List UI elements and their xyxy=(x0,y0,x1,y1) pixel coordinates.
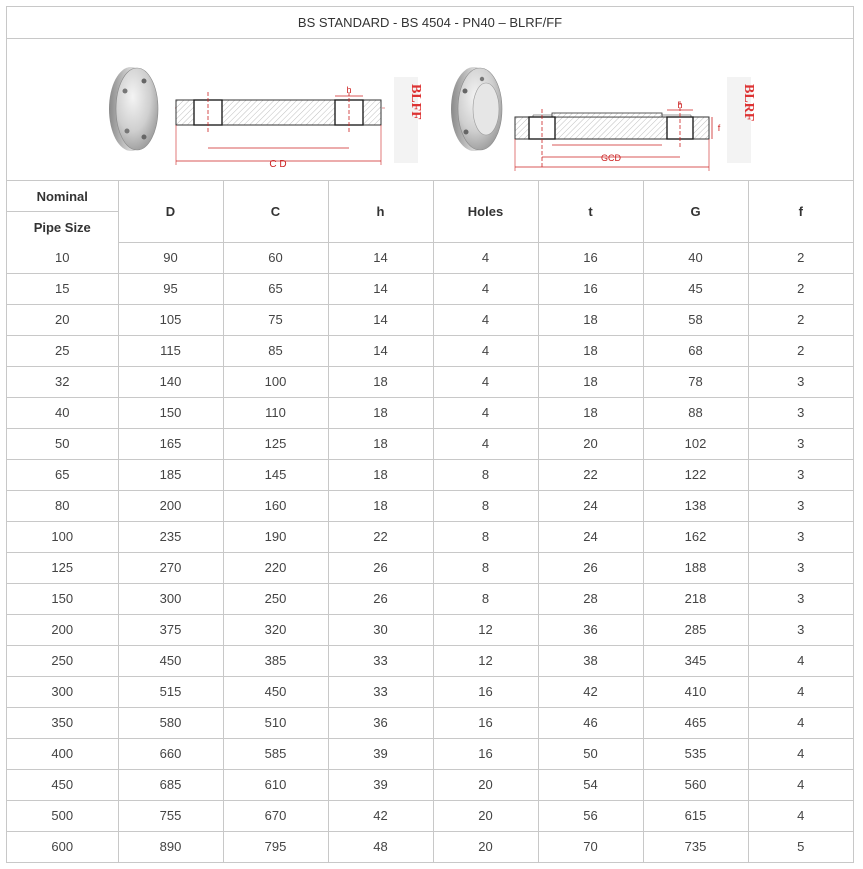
table-cell: 300 xyxy=(118,583,223,614)
blff-cd-label: C D xyxy=(269,159,287,170)
table-cell: 3 xyxy=(748,490,853,521)
table-cell: 4 xyxy=(433,397,538,428)
table-cell: 65 xyxy=(223,273,328,304)
table-cell: 410 xyxy=(643,676,748,707)
header-f: f xyxy=(748,181,853,242)
table-cell: 4 xyxy=(433,366,538,397)
table-cell: 2 xyxy=(748,304,853,335)
table-cell: 18 xyxy=(328,428,433,459)
table-cell: 28 xyxy=(538,583,643,614)
table-cell: 90 xyxy=(118,242,223,273)
table-cell: 385 xyxy=(223,645,328,676)
table-cell: 42 xyxy=(328,800,433,831)
table-cell: 188 xyxy=(643,552,748,583)
header-nominal-bottom: Pipe Size xyxy=(7,212,118,243)
table-cell: 30 xyxy=(328,614,433,645)
table-cell: 85 xyxy=(223,335,328,366)
table-cell: 20 xyxy=(433,769,538,800)
table-cell: 16 xyxy=(538,273,643,304)
table-cell: 515 xyxy=(118,676,223,707)
table-cell: 100 xyxy=(223,366,328,397)
table-cell: 50 xyxy=(538,738,643,769)
table-cell: 88 xyxy=(643,397,748,428)
table-row xyxy=(7,645,853,676)
table-row xyxy=(7,614,853,645)
table-cell: 54 xyxy=(538,769,643,800)
table-cell: 220 xyxy=(223,552,328,583)
blrf-photo xyxy=(451,67,502,151)
table-cell: 50 xyxy=(7,428,118,459)
table-row xyxy=(7,335,853,366)
table-cell: 465 xyxy=(643,707,748,738)
table-row xyxy=(7,366,853,397)
table-cell: 110 xyxy=(223,397,328,428)
table-cell: 48 xyxy=(328,831,433,862)
table-cell: 26 xyxy=(538,552,643,583)
table-cell: 670 xyxy=(223,800,328,831)
table-cell: 4 xyxy=(748,676,853,707)
table-cell: 160 xyxy=(223,490,328,521)
table-cell: 16 xyxy=(538,242,643,273)
table-cell: 8 xyxy=(433,459,538,490)
table-cell: 18 xyxy=(328,490,433,521)
table-cell: 3 xyxy=(748,397,853,428)
header-d: D xyxy=(118,181,223,242)
blff-label: BLFF xyxy=(408,84,423,120)
table-cell: 14 xyxy=(328,304,433,335)
table-cell: 600 xyxy=(7,831,118,862)
table-cell: 42 xyxy=(538,676,643,707)
blff-photo xyxy=(109,67,158,151)
table-row xyxy=(7,521,853,552)
table-title: BS STANDARD - BS 4504 - PN40 – BLRF/FF xyxy=(7,7,853,39)
table-cell: 350 xyxy=(7,707,118,738)
table-cell: 250 xyxy=(7,645,118,676)
table-cell: 18 xyxy=(538,304,643,335)
table-cell: 150 xyxy=(7,583,118,614)
table-cell: 3 xyxy=(748,614,853,645)
table-cell: 185 xyxy=(118,459,223,490)
table-cell: 270 xyxy=(118,552,223,583)
table-cell: 4 xyxy=(748,769,853,800)
table-cell: 2 xyxy=(748,273,853,304)
table-cell: 18 xyxy=(328,459,433,490)
table-cell: 755 xyxy=(118,800,223,831)
table-cell: 36 xyxy=(538,614,643,645)
table-cell: 235 xyxy=(118,521,223,552)
table-cell: 105 xyxy=(118,304,223,335)
blrf-label: BLRF xyxy=(741,84,756,122)
table-cell: 4 xyxy=(433,335,538,366)
table-cell: 510 xyxy=(223,707,328,738)
table-cell: 610 xyxy=(223,769,328,800)
blrf-f-label: f xyxy=(717,123,721,133)
table-cell: 580 xyxy=(118,707,223,738)
table-row xyxy=(7,831,853,862)
table-cell: 2 xyxy=(748,242,853,273)
table-cell: 24 xyxy=(538,490,643,521)
blrf-section xyxy=(515,77,756,171)
table-cell: 145 xyxy=(223,459,328,490)
table-body xyxy=(7,242,853,862)
table-cell: 5 xyxy=(748,831,853,862)
table-cell: 400 xyxy=(7,738,118,769)
blff-h-label: h xyxy=(346,85,352,95)
table-cell: 3 xyxy=(748,459,853,490)
table-cell: 125 xyxy=(223,428,328,459)
table-row xyxy=(7,397,853,428)
table-cell: 890 xyxy=(118,831,223,862)
table-cell: 68 xyxy=(643,335,748,366)
table-cell: 16 xyxy=(433,738,538,769)
table-cell: 4 xyxy=(433,428,538,459)
table-row xyxy=(7,242,853,273)
table-cell: 2 xyxy=(748,335,853,366)
table-cell: 4 xyxy=(748,738,853,769)
table-cell: 4 xyxy=(748,707,853,738)
table-cell: 14 xyxy=(328,273,433,304)
table-cell: 39 xyxy=(328,738,433,769)
table-cell: 100 xyxy=(7,521,118,552)
table-cell: 585 xyxy=(223,738,328,769)
table-cell: 560 xyxy=(643,769,748,800)
table-cell: 95 xyxy=(118,273,223,304)
table-cell: 685 xyxy=(118,769,223,800)
table-row xyxy=(7,428,853,459)
table-cell: 26 xyxy=(328,583,433,614)
table-cell: 18 xyxy=(328,366,433,397)
table-cell: 26 xyxy=(328,552,433,583)
table-cell: 500 xyxy=(7,800,118,831)
table-cell: 45 xyxy=(643,273,748,304)
table-cell: 40 xyxy=(643,242,748,273)
table-cell: 10 xyxy=(7,242,118,273)
table-cell: 20 xyxy=(433,800,538,831)
table-cell: 65 xyxy=(7,459,118,490)
table-cell: 320 xyxy=(223,614,328,645)
table-cell: 795 xyxy=(223,831,328,862)
table-cell: 535 xyxy=(643,738,748,769)
blrf-h-label: h xyxy=(677,100,683,110)
table-cell: 122 xyxy=(643,459,748,490)
table-cell: 285 xyxy=(643,614,748,645)
blrf-gcd-label: GCD xyxy=(601,153,621,163)
table-cell: 3 xyxy=(748,583,853,614)
header-nominal-top: Nominal xyxy=(7,181,118,212)
table-cell: 4 xyxy=(748,800,853,831)
table-cell: 190 xyxy=(223,521,328,552)
table-row xyxy=(7,459,853,490)
blff-section xyxy=(175,77,423,170)
table-cell: 38 xyxy=(538,645,643,676)
table-cell: 450 xyxy=(223,676,328,707)
table-cell: 16 xyxy=(433,707,538,738)
table-cell: 660 xyxy=(118,738,223,769)
flange-spec-table xyxy=(6,6,854,863)
table-cell: 450 xyxy=(7,769,118,800)
table-cell: 25 xyxy=(7,335,118,366)
table-cell: 115 xyxy=(118,335,223,366)
table-cell: 20 xyxy=(7,304,118,335)
header-h: h xyxy=(328,181,433,242)
table-row xyxy=(7,583,853,614)
table-cell: 150 xyxy=(118,397,223,428)
table-cell: 735 xyxy=(643,831,748,862)
table-cell: 32 xyxy=(7,366,118,397)
table-cell: 80 xyxy=(7,490,118,521)
table-cell: 15 xyxy=(7,273,118,304)
table-cell: 138 xyxy=(643,490,748,521)
table-cell: 36 xyxy=(328,707,433,738)
table-cell: 375 xyxy=(118,614,223,645)
table-cell: 24 xyxy=(538,521,643,552)
table-cell: 33 xyxy=(328,676,433,707)
table-cell: 70 xyxy=(538,831,643,862)
header-c: C xyxy=(223,181,328,242)
table-cell: 200 xyxy=(7,614,118,645)
table-cell: 22 xyxy=(538,459,643,490)
table-cell: 16 xyxy=(433,676,538,707)
table-cell: 18 xyxy=(328,397,433,428)
header-g: G xyxy=(643,181,748,242)
table-row xyxy=(7,800,853,831)
table-cell: 345 xyxy=(643,645,748,676)
table-cell: 8 xyxy=(433,490,538,521)
table-row xyxy=(7,769,853,800)
table-row xyxy=(7,707,853,738)
table-row xyxy=(7,676,853,707)
table-cell: 102 xyxy=(643,428,748,459)
header-holes: Holes xyxy=(433,181,538,242)
table-row xyxy=(7,738,853,769)
table-cell: 18 xyxy=(538,366,643,397)
header-t: t xyxy=(538,181,643,242)
table-cell: 218 xyxy=(643,583,748,614)
table-cell: 4 xyxy=(433,304,538,335)
table-cell: 450 xyxy=(118,645,223,676)
table-cell: 46 xyxy=(538,707,643,738)
table-cell: 8 xyxy=(433,583,538,614)
table-cell: 3 xyxy=(748,552,853,583)
table-cell: 14 xyxy=(328,242,433,273)
table-cell: 78 xyxy=(643,366,748,397)
table-cell: 33 xyxy=(328,645,433,676)
table-cell: 8 xyxy=(433,552,538,583)
table-cell: 20 xyxy=(433,831,538,862)
table-cell: 56 xyxy=(538,800,643,831)
dimension-table xyxy=(7,181,853,862)
table-cell: 22 xyxy=(328,521,433,552)
table-row xyxy=(7,273,853,304)
table-cell: 4 xyxy=(433,242,538,273)
table-cell: 200 xyxy=(118,490,223,521)
table-cell: 250 xyxy=(223,583,328,614)
table-cell: 3 xyxy=(748,366,853,397)
table-row xyxy=(7,304,853,335)
table-cell: 4 xyxy=(433,273,538,304)
table-cell: 40 xyxy=(7,397,118,428)
table-cell: 14 xyxy=(328,335,433,366)
table-cell: 18 xyxy=(538,397,643,428)
table-row xyxy=(7,490,853,521)
flange-diagram xyxy=(7,39,853,181)
table-cell: 162 xyxy=(643,521,748,552)
table-cell: 60 xyxy=(223,242,328,273)
table-cell: 4 xyxy=(748,645,853,676)
table-cell: 165 xyxy=(118,428,223,459)
table-cell: 18 xyxy=(538,335,643,366)
table-cell: 3 xyxy=(748,428,853,459)
table-cell: 75 xyxy=(223,304,328,335)
table-cell: 39 xyxy=(328,769,433,800)
table-cell: 615 xyxy=(643,800,748,831)
table-cell: 12 xyxy=(433,614,538,645)
table-cell: 140 xyxy=(118,366,223,397)
table-cell: 12 xyxy=(433,645,538,676)
table-cell: 8 xyxy=(433,521,538,552)
table-cell: 125 xyxy=(7,552,118,583)
flange-drawing xyxy=(7,39,853,180)
table-cell: 58 xyxy=(643,304,748,335)
table-cell: 300 xyxy=(7,676,118,707)
table-cell: 3 xyxy=(748,521,853,552)
table-cell: 20 xyxy=(538,428,643,459)
table-row xyxy=(7,552,853,583)
